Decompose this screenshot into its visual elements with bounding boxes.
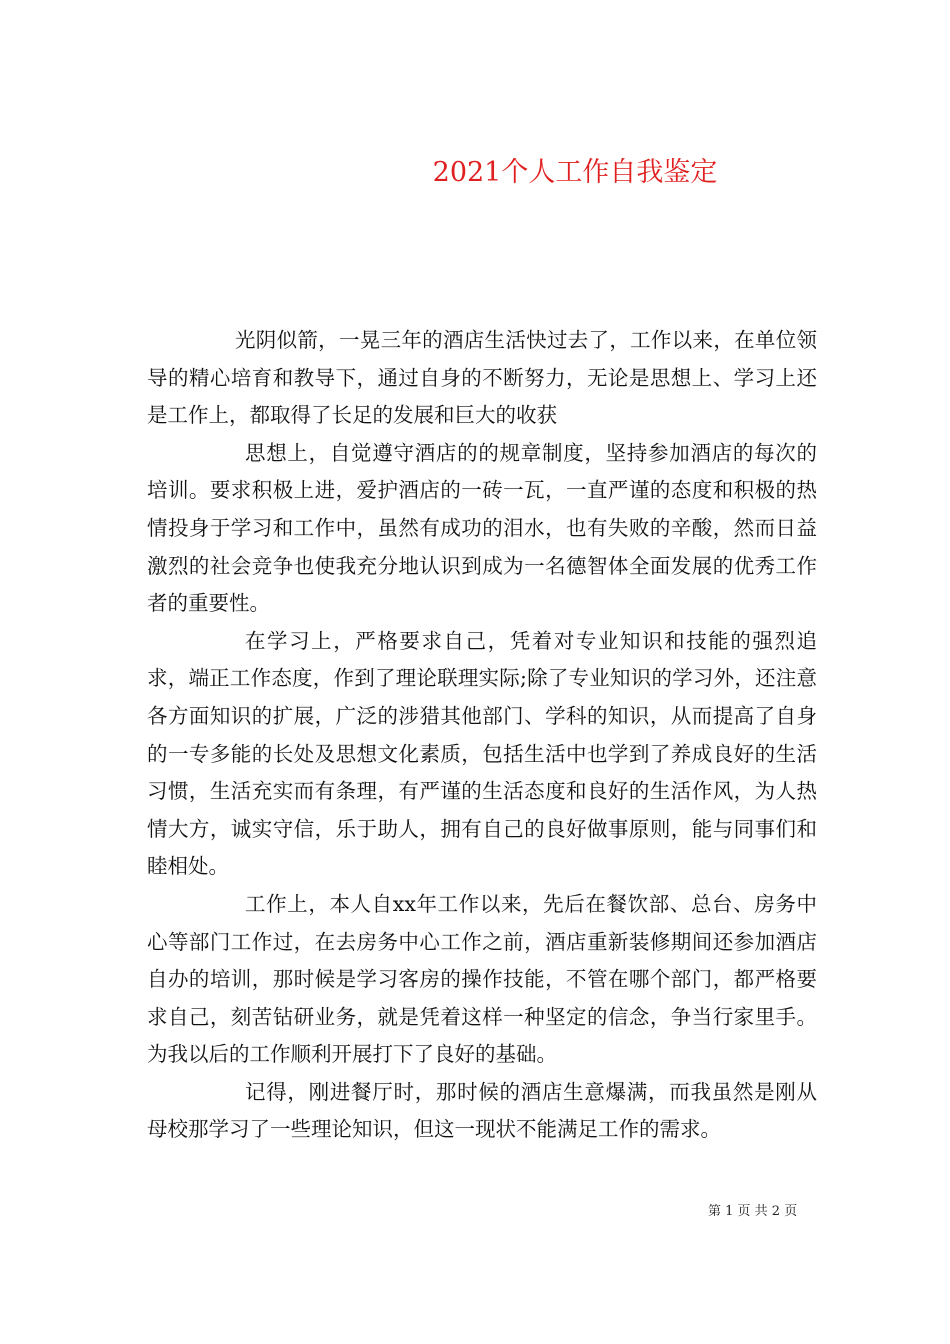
paragraph-work: 工作上，本人自xx年工作以来，先后在餐饮部、总台、房务中心等部门工作过，在去房务中心工作之前，酒店重新装修期间还参加酒店自办的培训，那时候是学习客房的操作技能，不管在哪个部门，都严格要求自己，刻苦钻研业务，就是凭着这样一种坚定的信念，争当行家里手。为我以后的工作顺利开展打下了良好的基础。	[147, 891, 817, 1067]
paragraph-memory: 记得，刚进餐厅时，那时候的酒店生意爆满，而我虽然是刚从母校那学习了一些理论知识，但这一现状不能满足工作的需求。	[147, 1079, 817, 1142]
paragraph-thought: 思想上，自觉遵守酒店的的规章制度，坚持参加酒店的每次的培训。要求积极上进，爱护酒店的一砖一瓦，一直严谨的态度和积极的热情投身于学习和工作中，虽然有成功的泪水，也有失败的辛酸，然而日益激烈的社会竞争也使我充分地认识到成为一名德智体全面发展的优秀工作者的重要性。	[147, 440, 817, 616]
paragraph-study: 在学习上，严格要求自己，凭着对专业知识和技能的强烈追求，端正工作态度，作到了理论联理实际;除了专业知识的学习外，还注意各方面知识的扩展，广泛的涉猎其他部门、学科的知识，从而提高了自身的一专多能的长处及思想文化素质，包括生活中也学到了养成良好的生活习惯，生活充实而有条理，有严谨的生活态度和良好的生活作风，为人热情大方，诚实守信，乐于助人，拥有自己的良好做事原则，能与同事们和睦相处。	[147, 628, 817, 879]
paragraph-intro: 光阴似箭，一晃三年的酒店生活快过去了，工作以来，在单位领导的精心培育和教导下，通过自身的不断努力，无论是思想上、学习上还是工作上，都取得了长足的发展和巨大的收获	[147, 328, 817, 428]
document-title: 2021个人工作自我鉴定	[432, 157, 718, 189]
document-body	[147, 322, 817, 1149]
page-number-footer: 第 1 页 共 2 页	[708, 1204, 798, 1219]
